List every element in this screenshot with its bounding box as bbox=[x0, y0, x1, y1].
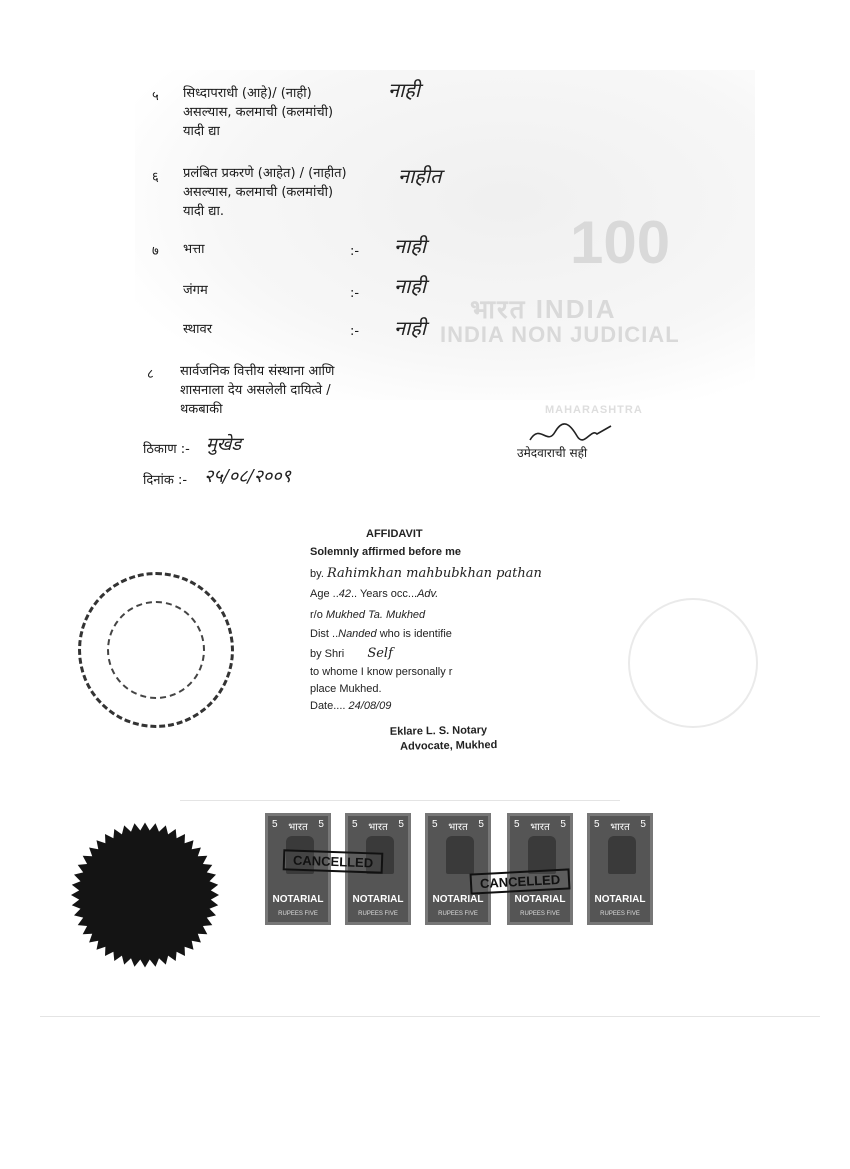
notary-rubber-stamp bbox=[390, 723, 498, 755]
stamp-value: 5 bbox=[514, 819, 520, 830]
ghost-seal bbox=[628, 598, 758, 728]
affidavit-ro: Mukhed Ta. Mukhed bbox=[325, 609, 426, 621]
item-immovable-colon: :- bbox=[350, 324, 360, 339]
notarial-stamps bbox=[265, 813, 665, 928]
item-5-line2: असल्यास, कलमाची (कलमांची) bbox=[183, 105, 334, 120]
stamp-value: 5 bbox=[560, 819, 566, 830]
notary-round-seal-inner bbox=[107, 601, 205, 699]
stamp-subtext: RUPEES FIVE bbox=[520, 911, 560, 917]
item-immovable-label: स्थावर bbox=[183, 322, 213, 337]
stamp-country: भारत bbox=[448, 822, 468, 833]
watermark-line3: MAHARASHTRA bbox=[545, 404, 643, 416]
affidavit-identified: who is identifie bbox=[379, 628, 452, 640]
stamp-value: 5 bbox=[318, 819, 324, 830]
affidavit-date-label: Date bbox=[310, 700, 334, 712]
watermark-line1: भारत INDIA bbox=[470, 294, 617, 324]
affidavit-line2: by. Rahimkhan mahbubkhan pathan bbox=[310, 566, 542, 581]
affidavit-deponent: Rahimkhan mahbubkhan pathan bbox=[326, 566, 542, 581]
affidavit-line7: to whome I know personally r bbox=[310, 666, 453, 678]
item-8-line1: सार्वजनिक वित्तीय संस्थाना आणि bbox=[180, 364, 335, 379]
affidavit-line9: Date.... 24/08/09 bbox=[310, 700, 392, 712]
affidavit-line1: Solemnly affirmed before me bbox=[310, 546, 461, 558]
item-8-number: ८ bbox=[147, 367, 154, 382]
item-6-line3: यादी द्या. bbox=[183, 204, 224, 219]
notary-name: Eklare L. S. Notary bbox=[389, 724, 488, 738]
stamp-value: 5 bbox=[398, 819, 404, 830]
faint-line bbox=[180, 800, 620, 801]
stamp-label: NOTARIAL bbox=[272, 894, 324, 905]
stamp-value: 5 bbox=[432, 819, 438, 830]
affidavit-age-label: Age bbox=[310, 588, 330, 600]
notary-round-seal bbox=[78, 572, 234, 728]
place-value: मुखेड bbox=[206, 434, 242, 455]
item-8-line2: शासनाला देय असलेली दायित्वे / bbox=[180, 383, 331, 398]
watermark-line2: INDIA NON JUDICIAL bbox=[440, 322, 680, 347]
item-5-number: ५ bbox=[152, 89, 159, 104]
item-5-line1: सिध्दापराधी (आहे)/ (नाही) bbox=[183, 86, 312, 101]
stamp-value: 5 bbox=[640, 819, 646, 830]
watermark-value: 100 bbox=[570, 209, 671, 276]
affidavit-shri-label: by Shri bbox=[310, 648, 345, 660]
stamp-label: NOTARIAL bbox=[432, 894, 484, 905]
item-6-line2: असल्यास, कलमाची (कलमांची) bbox=[183, 185, 334, 200]
affidavit-shri: Self bbox=[367, 646, 393, 661]
affidavit-occ-label: Years occ bbox=[359, 588, 408, 600]
affidavit-date: 24/08/09 bbox=[348, 700, 392, 712]
notarial-stamp bbox=[425, 813, 491, 925]
affidavit-dist: Nanded bbox=[338, 628, 377, 640]
item-6-answer: नाहीत bbox=[398, 164, 442, 188]
date-label: दिनांक :- bbox=[143, 473, 188, 488]
cancelled-mark: CANCELLED bbox=[283, 849, 384, 873]
emblem-icon bbox=[446, 836, 474, 874]
stamp-subtext: RUPEES FIVE bbox=[600, 911, 640, 917]
affidavit-line5: Dist ..Nanded who is identifie bbox=[310, 628, 452, 640]
stamp-country: भारत bbox=[368, 822, 388, 833]
stamp-country: भारत bbox=[610, 822, 630, 833]
item-6-text bbox=[183, 164, 347, 221]
stamp-value: 5 bbox=[478, 819, 484, 830]
item-6-line1: प्रलंबित प्रकरणे (आहेत) / (नाहीत) bbox=[183, 166, 347, 181]
affidavit-age: 42 bbox=[338, 588, 351, 600]
affidavit-ro-label: r/o bbox=[310, 609, 323, 621]
faint-line bbox=[40, 1016, 820, 1017]
item-movable-label: जंगम bbox=[183, 283, 208, 298]
cancelled-mark: CANCELLED bbox=[470, 868, 571, 894]
stamp-value: 5 bbox=[594, 819, 600, 830]
affidavit-by: by bbox=[310, 568, 321, 580]
notary-title: Advocate, Mukhed bbox=[400, 739, 498, 753]
affidavit-dist-label: Dist bbox=[310, 628, 329, 640]
place-label: ठिकाण :- bbox=[143, 442, 190, 457]
affidavit-line8: place Mukhed. bbox=[310, 683, 382, 695]
affidavit-line4 bbox=[310, 609, 425, 621]
item-8-text bbox=[180, 362, 334, 419]
emblem-icon bbox=[608, 836, 636, 874]
item-8-line3: थकबाकी bbox=[180, 402, 223, 417]
stamp-label: NOTARIAL bbox=[594, 894, 646, 905]
item-7-label: भत्ता bbox=[183, 242, 205, 257]
stamp-subtext: RUPEES FIVE bbox=[278, 911, 318, 917]
stamp-subtext: RUPEES FIVE bbox=[438, 911, 478, 917]
stamp-value: 5 bbox=[272, 819, 278, 830]
item-movable-colon: :- bbox=[350, 286, 360, 301]
stamp-subtext: RUPEES FIVE bbox=[358, 911, 398, 917]
affidavit-heading: AFFIDAVIT bbox=[366, 528, 423, 540]
item-7-answer: नाही bbox=[394, 234, 427, 258]
stamp-label: NOTARIAL bbox=[514, 894, 566, 905]
stamp-country: भारत bbox=[288, 822, 308, 833]
notarial-stamp bbox=[587, 813, 653, 925]
signature-label: उमेदवाराची सही bbox=[517, 446, 588, 460]
item-movable-answer: नाही bbox=[394, 274, 427, 298]
item-immovable-answer: नाही bbox=[394, 316, 427, 340]
item-5-line3: यादी द्या bbox=[183, 124, 220, 139]
item-5-text bbox=[183, 84, 333, 141]
affidavit-line6 bbox=[310, 646, 393, 661]
item-7-colon: :- bbox=[350, 244, 360, 259]
item-5-answer: नाही bbox=[388, 78, 421, 102]
affidavit-line3: Age ..42.. Years occ...Adv. bbox=[310, 588, 439, 600]
stamp-label: NOTARIAL bbox=[352, 894, 404, 905]
stamp-value: 5 bbox=[352, 819, 358, 830]
date-value: २५/०८/२००९ bbox=[204, 466, 292, 487]
affidavit-occ: Adv. bbox=[417, 588, 439, 600]
stamp-country: भारत bbox=[530, 822, 550, 833]
notary-embossed-seal bbox=[56, 820, 234, 970]
item-6-number: ६ bbox=[152, 170, 159, 185]
item-7-number: ७ bbox=[152, 244, 159, 259]
